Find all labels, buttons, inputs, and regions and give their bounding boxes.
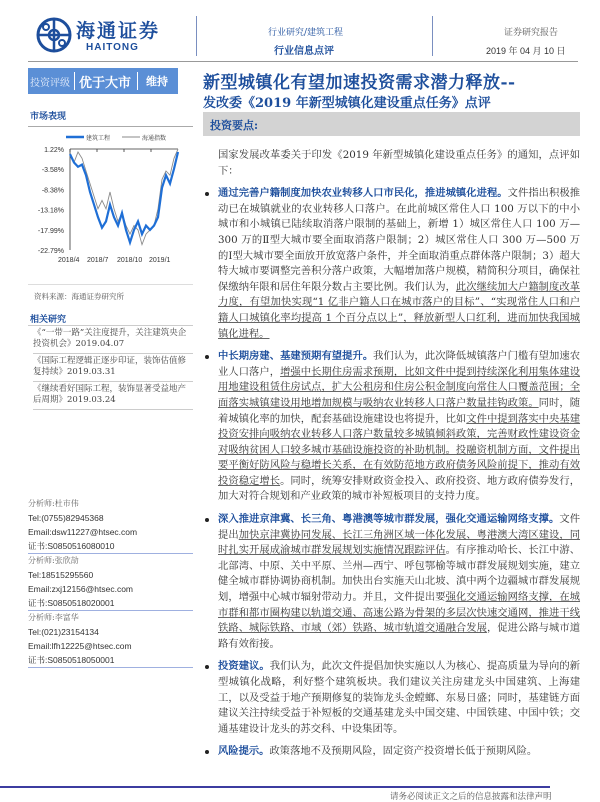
rating-separator <box>74 72 75 90</box>
page-title: 新型城镇化有望加速投资需求潜力释放-- <box>203 73 516 93</box>
body-text: 。有序推动哈长、长江中游、北部湾、中原、关中平原、兰州—西宁、呼包鄂榆等城市群发展规划实施，建立健全城市群协调协商机制。加快出台实施天山北坡、滇中两个边疆城市群发展规划，增强中心城市辐射带动力。并且，文件提出要 <box>218 544 581 604</box>
underlined-text: 增强中长期住房需求预期，比如文件中提到持续深化利用集体建设用地建设租赁住房试点，扩大公租房和住房公积金制度向常住人口覆盖范围；全面落实城镇建设用地增加规模与吸纳农业转移人口落户数量挂钩政策。 <box>218 365 581 409</box>
bullet-heading: 风险提示。 <box>218 745 270 758</box>
body-text: ，促进公路与城市道路有效衔接。 <box>218 622 581 650</box>
intro-paragraph: 国家发展改革委关于印发《2019 年新型城镇化建设重点任务》的通知，点评如下： <box>218 149 580 177</box>
body-text <box>205 148 580 767</box>
rating-box <box>28 68 178 94</box>
analyst-name: 分析师:张欣劼 <box>28 556 79 565</box>
page-subtitle: 发改委《2019 年新型城镇化建设重点任务》点评 <box>203 96 491 111</box>
bullet-icon <box>205 355 209 359</box>
series-line-construction <box>70 152 178 243</box>
bullet-heading: 投资建议。 <box>218 660 270 673</box>
related-label: 相关研究 <box>30 315 67 325</box>
bullet-paragraph <box>205 349 580 505</box>
analyst-cert: 证书:S0850518020001 <box>28 598 115 608</box>
legend-label: 海通指数 <box>142 135 167 142</box>
body-text: 我们认为，此次文件提倡加快实施以人为核心、提高质量为导向的新型城镇化战略，利好整个建筑板块。我们建议关注房建龙头中国建筑、上海建工，以及受益于地产预期修复的装饰龙头金螳螂、东易日盛；同时，基建链方面建议关注持续受益于补短板的交通基建龙头中国交建、中国铁建、中国中铁；交通基建设计龙头的苏交科、中设集团等。 <box>218 660 581 735</box>
bullet-paragraph <box>205 744 580 760</box>
analyst-email[interactable]: Email:zxj12156@htsec.com <box>28 584 134 594</box>
key-points-label: 投资要点: <box>210 119 259 132</box>
body-text: 文件提出 <box>218 513 581 541</box>
analyst-email[interactable]: Email:dsw11227@htsec.com <box>28 527 138 537</box>
y-tick-label: -22.79% <box>37 248 64 255</box>
analyst-tel: Tel:(0755)82945368 <box>28 513 104 523</box>
header-rule <box>28 61 578 62</box>
body-text: 我们认为，此次降低城镇落户门槛有望加速农业人口落户， <box>218 350 581 378</box>
analyst-name: 分析师:杜市伟 <box>28 499 79 508</box>
underlined-text: 此次继续加大户籍制度改革力度，有望加快实现“1 亿非户籍人口在城市落户的目标”、“实现常住人口和户籍人口城镇化率均提高 1 个百分点以上”，释放新型人口红利，进而加快我国城镇化进程。 <box>218 280 581 340</box>
footer-disclaimer: 请务必阅读正文之后的信息披露和法律声明 <box>390 792 552 802</box>
body-text: 政策落地不及预期风险，固定资产投资增长低于预期风险。 <box>269 745 538 758</box>
x-tick-label: 2018/10 <box>117 257 143 264</box>
analyst-name: 分析师:李富华 <box>28 613 79 622</box>
analyst-card <box>28 497 193 554</box>
haitong-logo-icon <box>36 17 72 53</box>
x-tick-label: 2018/4 <box>58 257 80 264</box>
logo-text-en: HAITONG <box>86 42 139 53</box>
body-text: 。同时，统筹安排财政资金投入、政府投资、地方政府债券发行，加大对符合规划和产业政策的城市补短板项目的支持力度。 <box>218 474 581 503</box>
analyst-cert: 证书:S0850516080010 <box>28 541 115 551</box>
market-label: 市场表现 <box>30 112 67 122</box>
header-divider <box>196 16 197 56</box>
bullet-paragraph <box>205 512 580 652</box>
y-tick-label: -17.99% <box>37 227 64 235</box>
bullet-icon <box>205 750 209 754</box>
y-tick-label: -3.58% <box>41 167 64 175</box>
underlined-text: 文件中提到落实中央基建投资安排向吸纳农业转移人口落户数量较多城镇倾斜政策，完善财政性建设资金对吸纳贫困人口较多城市基础设施投资的补助机制。投融资机制方面，文件提出要平衡好防风险与稳增长关系，在有效防范地方政府债务风险前提下，推动有效投资稳定增长 <box>218 412 581 487</box>
footer-rule <box>0 786 550 788</box>
report-type: 行业信息点评 <box>274 46 334 57</box>
underlined-text: 加快京津冀协同发展、长江三角洲区域一体化发展、粤港澳大湾区建设，同时扎实开展成渝城市群发展规划实施情况跟踪评估 <box>218 528 581 557</box>
analyst-card <box>28 611 193 668</box>
related-list <box>33 326 193 410</box>
rating-label: 投资评级 <box>30 77 70 89</box>
y-tick-label: -8.38% <box>41 187 64 195</box>
bullet-icon <box>205 192 209 196</box>
analyst-card <box>28 554 193 611</box>
legend-label: 建筑工程 <box>86 135 111 142</box>
bullet-icon <box>205 518 209 522</box>
bullet-heading: 深入推进京津冀、长三角、粤港澳等城市群发展，强化交通运输网络支撑。 <box>218 513 560 526</box>
body-text: 同时，随着城镇化率的加快，配套基础设施建设也将提升，比如 <box>218 396 581 425</box>
y-tick-label: -13.18% <box>37 207 64 215</box>
related-item[interactable]: 《继续看好国际工程，装饰显著受益地产后周期》2019.03.24 <box>33 382 193 410</box>
rating-action: 维持 <box>146 75 169 88</box>
analyst-email[interactable]: Email:lfh12225@htsec.com <box>28 641 132 651</box>
rating-value: 优于大市 <box>79 75 132 91</box>
x-tick-label: 2019/1 <box>149 257 171 264</box>
source-rule <box>28 284 193 285</box>
analyst-cert: 证书:S0850518050001 <box>28 655 115 665</box>
bullet-paragraph <box>205 659 580 737</box>
bullet-icon <box>205 665 209 669</box>
rating-separator <box>137 72 138 90</box>
report-date: 2019 年 04 月 10 日 <box>486 46 566 56</box>
bullet-heading: 通过完善户籍制度加快农业转移人口市民化，推进城镇化进程。 <box>218 187 508 200</box>
bullet-heading: 中长期房建、基建预期有望提升。 <box>218 350 374 363</box>
underlined-text: 强化交通运输网络支撑，在城市群和都市圈构建以轨道交通、高速公路为骨架的多层次快速交通网，推进干线铁路、城际铁路、市域（郊）铁路、城市轨道交通融合发展 <box>218 591 581 635</box>
body-text: 文件指出积极推动已在城镇就业的农业转移人口落户。在此前城区常住人口 100 万以下的中小城市和小城镇已陆续取消落户限制的基础上，新增 1）城区常住人口 100 万—300 万的Ⅱ型大城市要全面取消落户限制；2）城区常住人口 300 万—500 万的Ⅰ型大城市要全面放开放宽落户条件，并全面取消重点群体落户限制；3）超大特大城市要调整完善积分落户政策，大幅增加落户规模，精简积分项目，确保社保缴纳年限和居住年限分数占主要比例。我们认为， <box>218 187 581 293</box>
market-chart <box>0 126 200 286</box>
chart-source: 资料来源：海通证券研究所 <box>34 292 124 301</box>
related-item[interactable]: 《“一带一路”关注度提升，关注建筑央企投资机会》2019.04.07 <box>33 326 193 354</box>
y-tick-label: 1.22% <box>44 147 64 154</box>
header-divider <box>432 16 433 56</box>
analyst-tel: Tel:18515295560 <box>28 570 94 580</box>
logo-text-cn: 海通证券 <box>76 20 161 42</box>
bullet-paragraph <box>205 186 580 342</box>
analyst-list <box>28 497 193 668</box>
doc-type: 证券研究报告 <box>504 28 559 38</box>
key-points-header <box>203 112 580 136</box>
report-category: 行业研究/建筑工程 <box>268 28 344 38</box>
related-item[interactable]: 《国际工程逻辑正逐步印证，装饰估值修复持续》2019.03.31 <box>33 354 193 382</box>
analyst-tel: Tel:(021)23154134 <box>28 627 99 637</box>
x-tick-label: 2018/7 <box>87 257 109 264</box>
